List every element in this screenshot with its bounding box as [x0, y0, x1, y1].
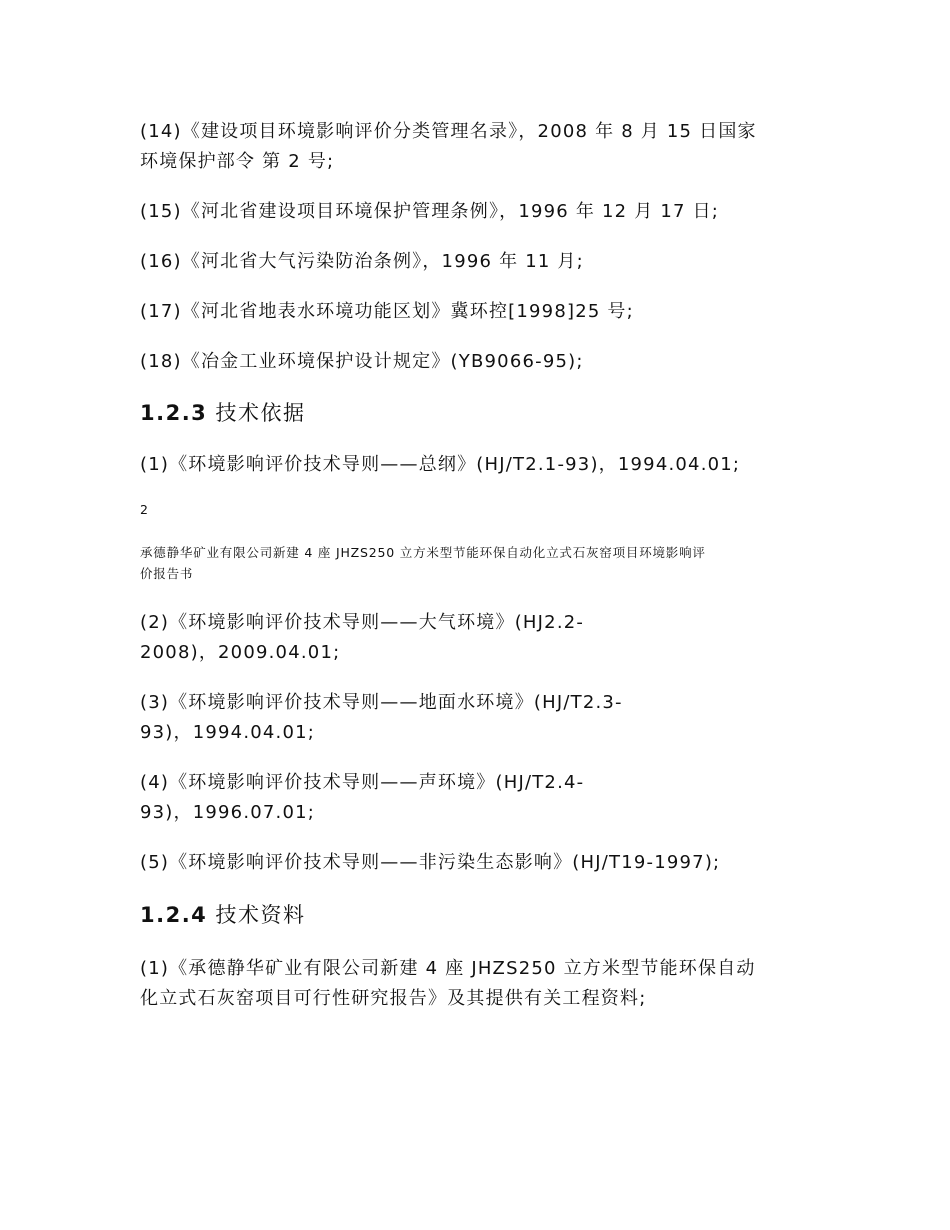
reference-item-14: (14)《建设项目环境影响评价分类管理名录》，2008 年 8 月 15 日国家 — [140, 121, 757, 142]
technical-material-item-1: (1)《承德静华矿业有限公司新建 4 座 JHZS250 立方米型节能环保自动 — [140, 958, 756, 979]
section-number: 1.2.3 — [140, 401, 208, 425]
section-number: 1.2.4 — [140, 903, 208, 927]
page-number: 2 — [140, 502, 149, 517]
running-header-line-2: 价报告书 — [140, 566, 194, 581]
technical-basis-item-4: (4)《环境影响评价技术导则——声环境》(HJ/T2.4- — [140, 772, 585, 793]
technical-basis-item-3: (3)《环境影响评价技术导则——地面水环境》(HJ/T2.3- — [140, 692, 623, 713]
technical-basis-item-5: (5)《环境影响评价技术导则——非污染生态影响》(HJ/T19-1997); — [140, 852, 721, 873]
running-header-line-1: 承德静华矿业有限公司新建 4 座 JHZS250 立方米型节能环保自动化立式石灰窑项目环境影响评 — [140, 545, 706, 560]
section-title: 技术依据 — [207, 401, 306, 425]
technical-basis-item-1: (1)《环境影响评价技术导则——总纲》(HJ/T2.1-93)，1994.04.01; — [140, 454, 741, 475]
section-heading-1-2-4 — [140, 904, 305, 926]
technical-basis-item-4-continued: 93)，1996.07.01; — [140, 802, 316, 823]
technical-basis-item-3-continued: 93)，1994.04.01; — [140, 722, 316, 743]
technical-basis-item-2: (2)《环境影响评价技术导则——大气环境》(HJ2.2- — [140, 612, 585, 633]
section-title: 技术资料 — [207, 903, 306, 927]
reference-item-14-continued: 环境保护部令 第 2 号; — [140, 151, 335, 172]
reference-item-18: (18)《冶金工业环境保护设计规定》(YB9066-95); — [140, 351, 584, 372]
section-heading-1-2-3 — [140, 402, 305, 424]
technical-material-item-1-continued: 化立式石灰窑项目可行性研究报告》及其提供有关工程资料; — [140, 988, 647, 1009]
reference-item-15: (15)《河北省建设项目环境保护管理条例》，1996 年 12 月 17 日; — [140, 201, 720, 222]
reference-item-16: (16)《河北省大气污染防治条例》，1996 年 11 月; — [140, 251, 584, 272]
reference-item-17: (17)《河北省地表水环境功能区划》冀环控[1998]25 号; — [140, 301, 634, 322]
technical-basis-item-2-continued: 2008)，2009.04.01; — [140, 642, 341, 663]
